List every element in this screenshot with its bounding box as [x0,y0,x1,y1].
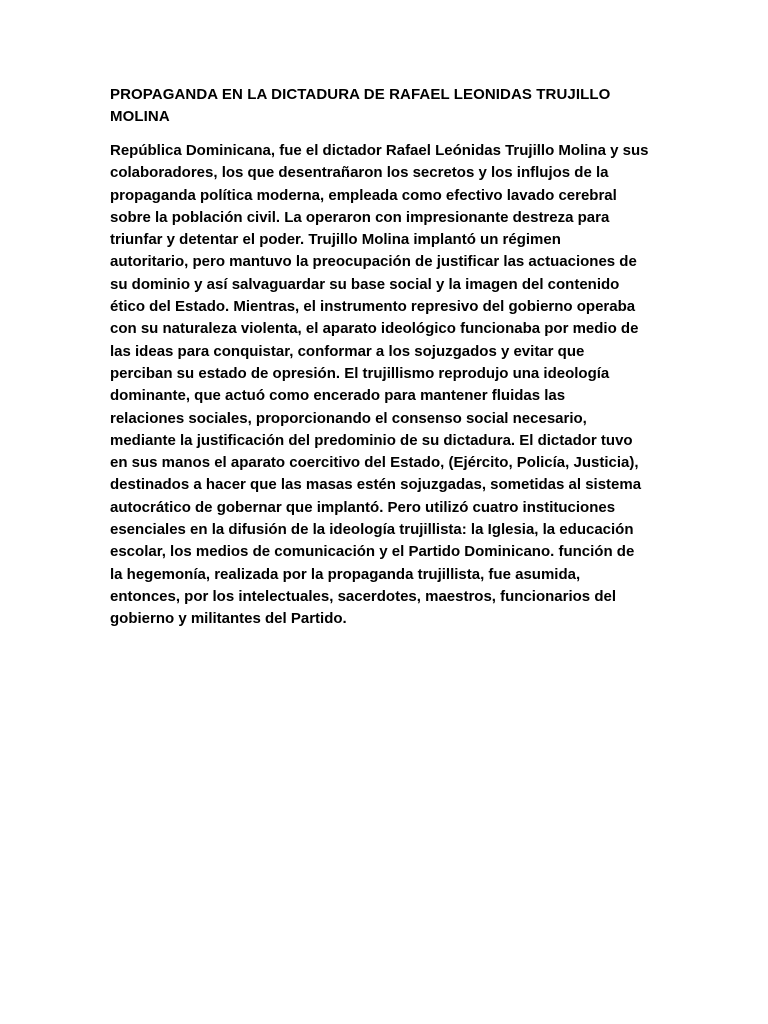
document-paragraph: República Dominicana, fue el dictador Rafael Leónidas Trujillo Molina y sus colaboradores, los que desentrañaron los secretos y los influjos de la propaganda política moderna, empleada como efectivo lavado cerebral sobre la población civil. La operaron con impresionante destreza para triunfar y detentar el poder. Trujillo Molina implantó un régimen autoritario, pero mantuvo la preocupación de justificar las actuaciones de su dominio y así salvaguardar su base social y la imagen del contenido ético del Estado. Mientras, el instrumento represivo del gobierno operaba con su naturaleza violenta, el aparato ideológico funcionaba por medio de las ideas para conquistar, conformar a los sojuzgados y evitar que perciban su estado de opresión. El trujillismo reprodujo una ideología dominante, que actuó como encerado para mantener fluidas las relaciones sociales, proporcionando el consenso social necesario, mediante la justificación del predominio de su dictadura. El dictador tuvo en sus manos el aparato coercitivo del Estado, (Ejército, Policía, Justicia), destinados a hacer que las masas estén sojuzgadas, sometidas al sistema autocrático de gobernar que implantó. Pero utilizó cuatro instituciones esenciales en la difusión de la ideología trujillista: la Iglesia, la educación escolar, los medios de comunicación y el Partido Dominicano. función de la hegemonía, realizada por la propaganda trujillista, fue asumida, entonces, por los intelectuales, sacerdotes, maestros, funcionarios del gobierno y militantes del Partido. [110,142,649,628]
document-content [110,84,670,631]
document-title: PROPAGANDA EN LA DICTADURA DE RAFAEL LEONIDAS TRUJILLO MOLINA [110,86,611,125]
